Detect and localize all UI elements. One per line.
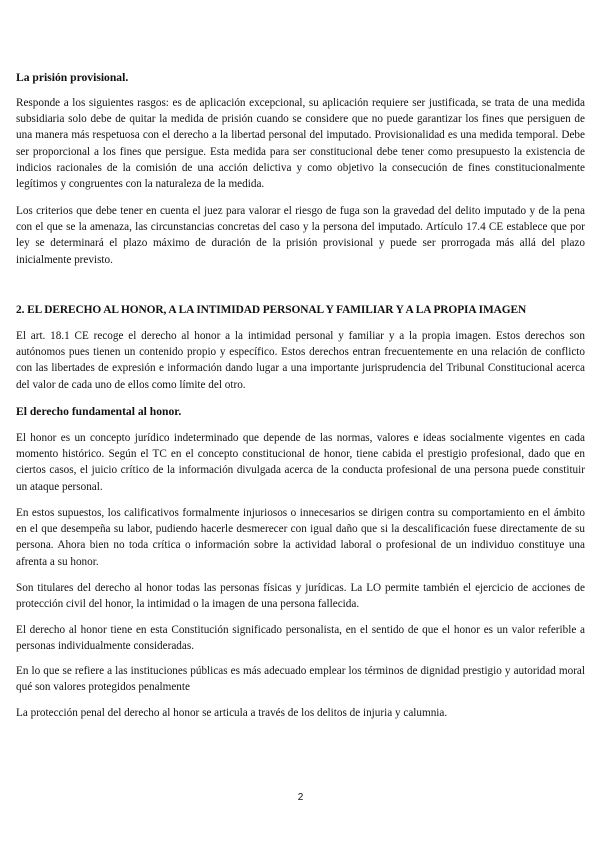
section-heading-derecho-honor: 2. EL DERECHO AL HONOR, A LA INTIMIDAD PERSONAL Y FAMILIAR Y A LA PROPIA IMAGEN [16, 304, 527, 316]
paragraph-prision-rasgos: Responde a los siguientes rasgos: es de aplicación excepcional, su aplicación requiere ser justificada, se trata de una medida subsidiaria solo debe de quitar la medida de prisión cuando se considere que no puede garantizar los fines que persiguen de una manera más respetuosa con el derecho a la libertad personal del imputado. Provisionalidad es una medida temporal. Debe ser proporcional a los fines que persigue. Esta medida para ser constitucional debe tener como presupuesto la existencia de indicios racionales de la comisión de una acción delictiva y como objetivo la consecución de fines constitucionalmente legítimos y congruentes con la naturaleza de la medida. [16, 97, 585, 191]
paragraph-concepto-honor: El honor es un concepto jurídico indeterminado que depende de las normas, valores e ideas socialmente vigentes en cada momento histórico. Según el TC en el concepto constitucional de honor, tiene cabida el prestigio profesional, dado que en ciertos casos, el juicio crítico de la información divulgada acerca de la conducta profesional de una persona puede constituir un ataque personal. [16, 432, 585, 493]
document-page [16, 0, 585, 848]
subheading-derecho-fundamental-honor: El derecho fundamental al honor. [16, 405, 182, 418]
section-heading-prision-provisional: La prisión provisional. [16, 71, 129, 84]
page-number: 2 [297, 792, 304, 803]
paragraph-calificativos-injuriosos: En estos supuestos, los calificativos formalmente injuriosos o innecesarios se dirigen contra su comportamiento en el ámbito en el que desempeña su labor, pudiendo hacerle desmerecer con igual daño que si la descalificación fuese directamente de su persona. Ahora bien no toda crítica o información sobre la actividad laboral o profesional de un individuo constituye una afrenta a su honor. [16, 507, 585, 568]
paragraph-significado-personalista: El derecho al honor tiene en esta Constitución significado personalista, en el sentido de que el honor es un valor referible a personas individualmente consideradas. [16, 624, 585, 653]
paragraph-instituciones-publicas: En lo que se refiere a las instituciones públicas es más adecuado emplear los términos de dignidad prestigio y autoridad moral qué son valores protegidos penalmente [16, 665, 585, 694]
paragraph-art-18: El art. 18.1 CE recoge el derecho al honor a la intimidad personal y familiar y a la propia imagen. Estos derechos son autónomos pues tienen un contenido propio y específico. Estos derechos entran frecuentemente en una relación de conflicto con las libertades de expresión e información dando lugar a una importante jurisprudencia del Tribunal Constitucional acerca del valor de cada uno de ellos como límite del otro. [16, 330, 585, 391]
paragraph-titulares: Son titulares del derecho al honor todas las personas físicas y jurídicas. La LO permite también el ejercicio de acciones de protección civil del honor, la intimidad o la imagen de una persona fallecida. [16, 582, 585, 611]
paragraph-riesgo-fuga: Los criterios que debe tener en cuenta el juez para valorar el riesgo de fuga son la gravedad del delito imputado y de la pena con el que se la amenaza, las circunstancias concretas del caso y la persona del imputado. Artículo 17.4 CE establece que por ley se determinará el plazo máximo de duración de la prisión provisional y puede ser prorrogada más allá del plazo inicialmente previsto. [16, 205, 585, 266]
paragraph-proteccion-penal: La protección penal del derecho al honor se articula a través de los delitos de injuria y calumnia. [16, 707, 448, 719]
